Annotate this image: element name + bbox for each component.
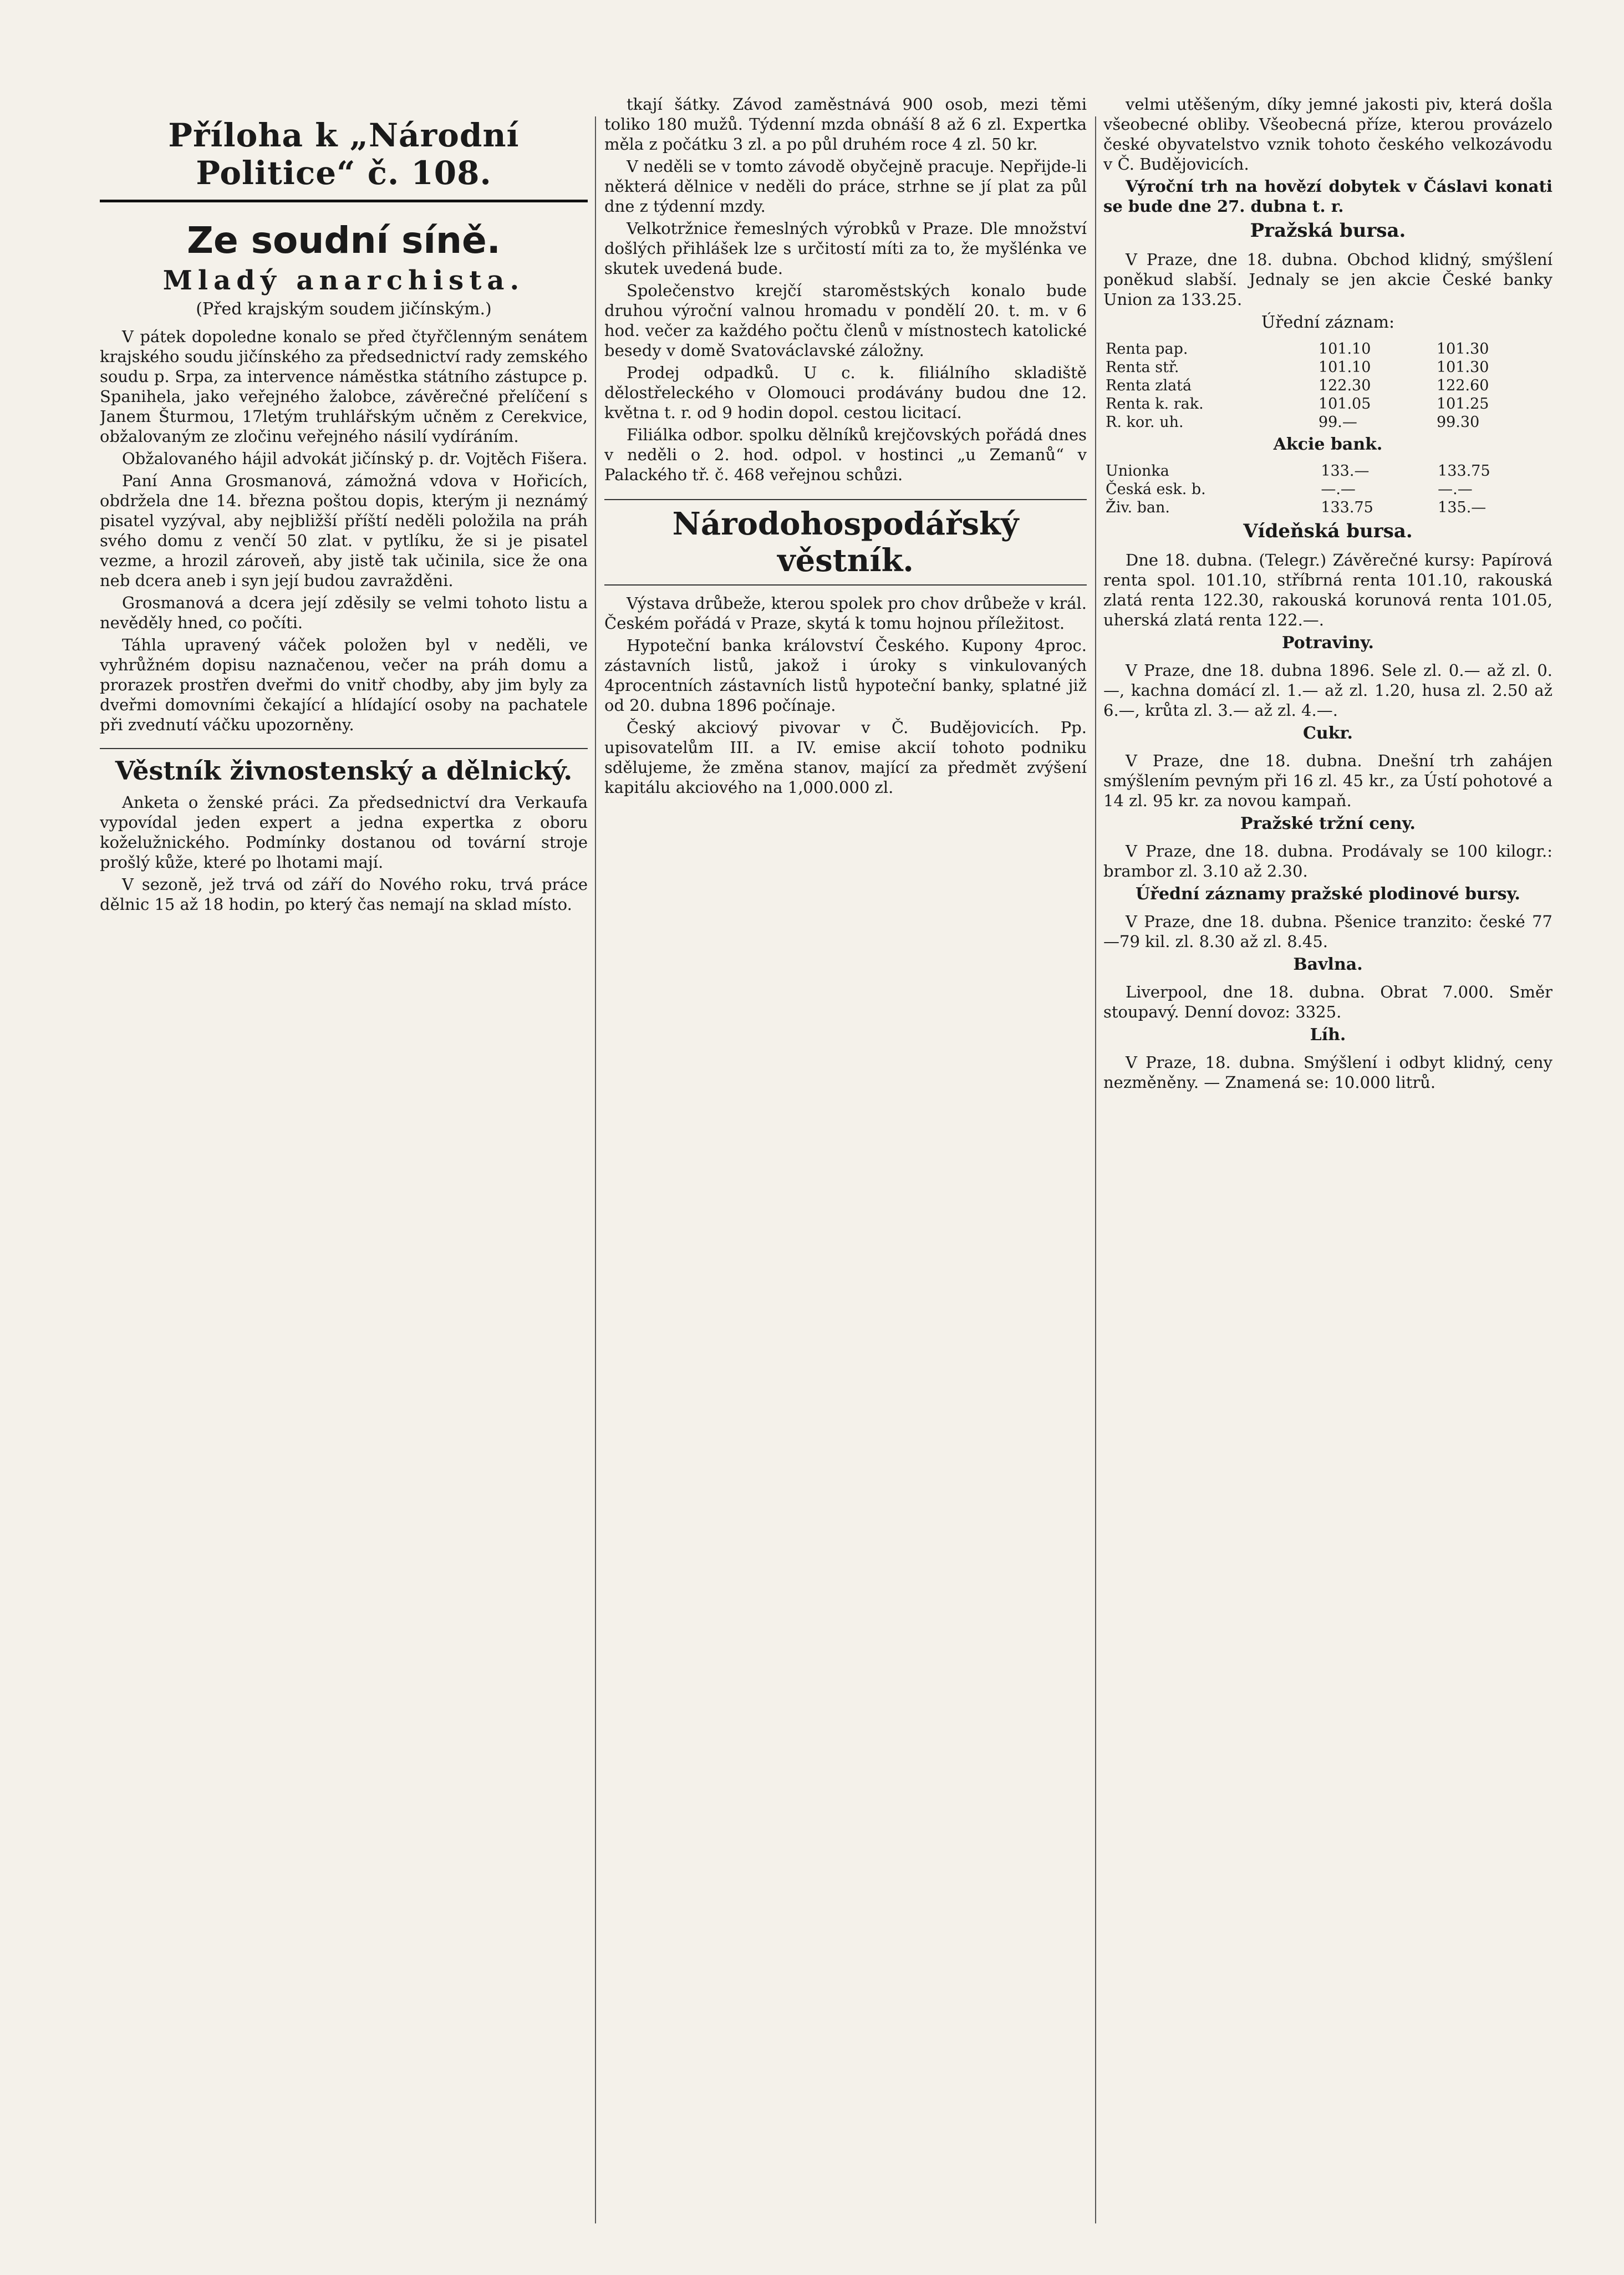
table-cell: 99.— [1318,414,1357,431]
court-section-heading: Ze soudní síně. [187,219,501,262]
table-cell: 133.75 [1321,499,1373,516]
paragraph: V Praze, dne 18. dubna. Pšenice tranzito: české 77—79 kil. zl. 8.30 až zl. 8.45. [1103,912,1552,951]
paragraph: Hypoteční banka království Českého. Kupony 4proc. zástavních listů, jakož i úroky s vinkulovaných 4procentních zástavních listů hypoteční banky, splatné již od 20. dubna 1896 počínaje. [604,636,1087,715]
market-heading: Pražské tržní ceny. [1240,814,1416,833]
paragraph: velmi utěšeným, díky jemné jakosti piv, která došla všeobecné obliby. Všeobecná příze, kterou provázelo české obyvatelstvo vznik tohoto českého velkozávodu v Č. Budějovicích. [1103,95,1552,174]
table-cell: Renta zlatá [1106,377,1192,394]
column-rule [595,116,596,2223]
paragraph: Dne 18. dubna. (Telegr.) Závěrečné kursy: Papírová renta spol. 101.10, stříbrná renta 101.10, rakouská zlatá renta 122.30, rakouská korunová renta 101.05, uherská zlatá renta 122.—. [1103,551,1552,629]
table-row [1103,498,1552,517]
table-cell: 135.— [1438,499,1486,516]
article-title: Mladý anarchista. [162,265,525,296]
paragraph: Liverpool, dne 18. dubna. Obrat 7.000. Směr stoupavý. Denní dovoz: 3325. [1103,983,1552,1021]
paragraph: Anketa o ženské práci. Za předsednictví dra Verkaufa vypovídal jeden expert a jedna expertka z oboru koželužnického. Podmínky dostanou od tovární stroje prošlý kůže, které po lhotami mají. [100,793,588,872]
table-cell: Renta pap. [1106,340,1188,358]
column-rule [1095,116,1096,2223]
table-row [1103,413,1552,431]
paragraph: Filiálka odbor. spolku dělníků krejčovských pořádá dnes v neděli o 2. hod. odpol. v hostinci „u Zemanů“ v Palackého tř. č. 468 veřejnou schůzi. [604,425,1087,484]
table-title: Úřední záznam: [1261,313,1395,332]
newspaper-page [100,94,1552,2246]
paragraph: Obžalovaného hájil advokát jičínský p. dr. Vojtěch Fišera. [122,449,588,468]
paragraph: V Praze, 18. dubna. Smýšlení i odbyt klidný, ceny nezměněny. — Znamená se: 10.000 litrů. [1103,1053,1552,1092]
paragraph: V pátek dopoledne konalo se před čtyřčlenným senátem krajského soudu jičínského za předsednictví rady zemského soudu p. Srpa, za intervence náměstka státního zástupce p. Spanihela, jako veřejného žalobce, závěrečné přelíčení s Janem Šturmou, 17letým truhlářským učněm z Cerekvice, obžalovaným ze zločinu veřejného násilí vydíráním. [100,327,588,446]
paragraph: V sezoně, jež trvá od září do Nového roku, trvá práce dělnic 15 až 18 hodin, po který čas nemají na sklad místo. [100,875,588,914]
section-heading-trade: Věstník živnostenský a dělnický. [100,748,588,786]
table-cell: 99.30 [1436,414,1480,431]
spirit-heading: Líh. [1310,1025,1346,1045]
paragraph: Velkotržnice řemeslných výrobků v Praze. Dle množství došlých přihlášek lze s určitostí míti za to, že myšlénka ve skutek uvedená bude. [604,219,1087,278]
table-cell: —.— [1321,481,1356,498]
food-heading: Potraviny. [1282,633,1374,653]
paragraph: Výroční trh na hovězí dobytek v Čáslavi konati se bude dne 27. dubna t. r. [1103,177,1552,216]
table-row [1103,462,1552,480]
table-cell: 122.60 [1436,377,1489,394]
section-heading-economy: Národohospodářský věstník. [604,499,1087,586]
table-cell: Živ. ban. [1106,499,1170,516]
paragraph: Táhla upravený váček položen byl v neděli, ve vyhrůžném dopisu naznačenou, večer na práh domu a prorazek prostřen dveřmi do vnitř chodby, aby jim byly za dveřmi domovními čekající a hlídající osoby na pachatele při zvednutí váčku upozorněny. [100,635,588,734]
vienna-heading: Vídeňská bursa. [1243,520,1413,542]
paragraph: Společenstvo krejčí staroměstských konalo bude druhou výroční valnou hromadu v pondělí 20. t. m. v 6 hod. večer za každého počtu členů v místnostech katolické besedy v domě Svatováclavské záložny. [604,281,1087,360]
table-cell: 101.05 [1318,395,1371,413]
supplement-title: Příloha k „Národní Politice“ č. 108. [100,116,588,202]
table-row [1103,358,1552,376]
paragraph: Prodej odpadků. U c. k. filiálního skladiště dělostřeleckého v Olomouci prodávány budou dne 12. května t. r. od 9 hodin dopol. cestou licitací. [604,363,1087,422]
table-cell: 101.25 [1436,395,1489,413]
paragraph: Český akciový pivovar v Č. Budějovicích. Pp. upisovatelům III. a IV. emise akcií tohoto podniku sdělujeme, že změna stanov, mající za předmět zvýšení kapitálu akciového na 1,000.000 zl. [604,718,1087,797]
table-row [1103,480,1552,498]
paragraph: V Praze, dne 18. dubna. Prodávaly se 100 kilogr.: brambor zl. 3.10 až 2.30. [1103,842,1552,881]
column-2 [604,94,1087,2246]
table-cell: 133.— [1321,462,1370,480]
table-cell: R. kor. uh. [1106,414,1184,431]
paragraph: Výstava drůbeže, kterou spolek pro chov drůbeže v král. Českém pořádá v Praze, skytá k tomu hojnou příležitost. [604,594,1087,633]
akcie-heading: Akcie bank. [1273,435,1383,454]
table-cell: 101.30 [1436,340,1489,358]
table-row [1103,376,1552,395]
paragraph: V Praze, dne 18. dubna. Obchod klidný, smýšlení poněkud slabší. Jednaly se jen akcie České banky Union za 133.25. [1103,250,1552,309]
table-row [1103,395,1552,413]
sugar-heading: Cukr. [1303,724,1353,743]
grain-heading: Úřední záznamy pražské plodinové bursy. [1136,884,1520,904]
paragraph: Grosmanová a dcera její zděsily se velmi tohoto listu a nevěděly hned, co počíti. [100,593,588,632]
cotton-heading: Bavlna. [1293,955,1363,974]
paragraph: Paní Anna Grosmanová, zámožná vdova v Hořicích, obdržela dne 14. března poštou dopis, kterým ji neznámý pisatel vyzýval, aby nejbližší příští neděli položila na práh svého domu z venčí 50 zlat. v pytlíku, že si je pisatel vezme, a hrozil zároveň, aby jistě tak učinila, sice že ona neb dcera aneb i syn její budou zavražděni. [100,471,588,590]
paragraph: V Praze, dne 18. dubna 1896. Sele zl. 0.— až zl. 0.—, kachna domácí zl. 1.— až zl. 1.20, husa zl. 2.50 až 6.—, krůta zl. 3.— až zl. 4.—. [1103,661,1552,720]
table-cell: Unionka [1106,462,1169,480]
table-cell: 101.10 [1318,359,1371,376]
table-cell: Renta k. rak. [1106,395,1204,413]
column-1 [100,94,588,2246]
table-cell: Česká esk. b. [1106,481,1206,498]
paragraph: tkají šátky. Závod zaměstnává 900 osob, mezi těmi toliko 180 mužů. Týdenní mzda obnáší 8 až 6 zl. Expertka měla z počátku 3 zl. a po půl druhém roce 4 zl. 50 kr. [604,95,1087,154]
table-cell: 122.30 [1318,377,1371,394]
paragraph: V neděli se v tomto závodě obyčejně pracuje. Nepřijde-li některá dělnice v neděli do práce, strhne se jí plat za půl dne z týdenní mzdy. [604,157,1087,216]
quotes-table [1103,340,1552,431]
table-cell: 133.75 [1438,462,1490,480]
table-cell: —.— [1438,481,1473,498]
table-cell: Renta stř. [1106,359,1179,376]
table-cell: 101.30 [1436,359,1489,376]
column-3 [1103,94,1552,2246]
burza-heading: Pražská bursa. [1250,220,1406,242]
bank-shares-table [1103,462,1552,517]
court-line: (Před krajským soudem jičínským.) [196,299,492,319]
table-cell: 101.10 [1318,340,1371,358]
paragraph: V Praze, dne 18. dubna. Dnešní trh zahájen smýšlením pevným při 16 zl. 45 kr., za Ústí pohotové a 14 zl. 95 kr. za novou kampaň. [1103,751,1552,810]
table-row [1103,340,1552,358]
